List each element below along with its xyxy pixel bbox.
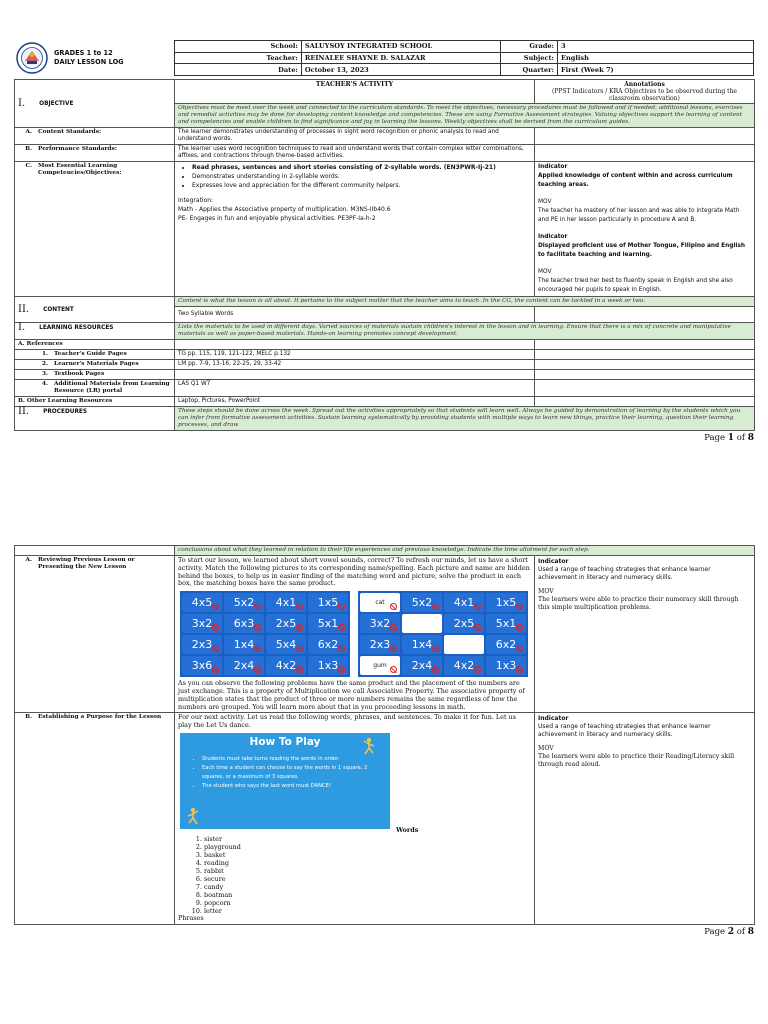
grid-tile-label: gum [373,661,387,669]
grid-tile[interactable] [486,593,526,612]
textbook-label: Textbook Pages [54,371,105,377]
tg-text: TG pp. 115, 119, 121-122, MELC p.132 [175,350,535,360]
no-entry-icon [296,666,303,673]
grid-tile-label: 5x2 [233,595,255,609]
competencies-list [192,163,531,190]
grid-tile-label: 1x4 [411,637,433,651]
title-line-2: DAILY LESSON LOG [54,58,124,66]
grid-tile[interactable] [266,614,306,633]
dancer-icon [186,807,200,825]
word-item: 10. letter [204,907,531,915]
grade-value: 3 [557,41,753,53]
empty-annotation-cell [535,145,755,162]
no-entry-icon [212,666,219,673]
annotations-sub: (PPST Indicators / KRA Objectives to be observed during the classroom observation) [551,88,737,102]
integration-pe: PE- Engages in fun and enjoyable physical activities. PE3PF-Ia-h-2 [178,215,376,222]
dancer-icon [362,737,376,755]
no-entry-icon [516,666,523,673]
learning-resources-row [15,323,755,340]
grid-tile[interactable] [360,614,400,633]
grid-tile-label: 4x1 [275,595,297,609]
grid-picture-tile[interactable] [444,635,484,654]
word-item: 7. candy [204,883,531,891]
phrases-heading: Phrases [178,913,204,922]
grid-tile[interactable] [402,656,442,675]
word-item: 6. secure [204,875,531,883]
grid-tile[interactable] [182,635,222,654]
page-header [14,40,754,76]
lesson-log-table-continued [14,545,755,925]
grid-tile[interactable] [308,593,348,612]
grid-tile[interactable] [224,593,264,612]
grid-tile[interactable] [486,635,526,654]
references-label: A. References [15,340,175,350]
empty-cell [175,340,535,350]
grid-tile-label: 5x1 [317,616,339,630]
mov-label: MOV [538,199,552,205]
mov-text: The learners were able to practice their numeracy skill through this simple multiplication problems. [538,596,739,611]
procedures-note: These steps should be done across the week. Spread out the activities appropriately so that students will learn well. Always be guided by demonstration of learning by the students which you can infer from formative assessment activities. Sustain learning systematically by providing students with multiple ways to learn new things, practice their learning, question their learning processes, and draw [175,407,755,431]
lesson-log-page-2 [14,545,754,937]
no-entry-icon [474,603,481,610]
grid-tile-label: 6x2 [495,637,517,651]
competency-item: • Read phrases, sentences and short stories consisting of 2-syllable words. (EN3PWR-Ij-21) [192,163,531,172]
procedures-note-continued: conclusions about what they learned in relation to their life experiences and previous knowledge. Indicate the time allotment for each step. [175,546,755,556]
grid-tile-label: 1x5 [495,595,517,609]
grid-tile[interactable] [182,614,222,633]
page-number [14,927,754,937]
grid-tile-label: 4x5 [191,595,213,609]
no-entry-icon [254,603,261,610]
no-entry-icon [432,603,439,610]
grid-tile[interactable] [182,656,222,675]
annotations-col-header [535,80,755,104]
school-label: School: [175,41,302,53]
content-section-cell [15,297,175,323]
mov-label: MOV [538,745,554,753]
associative-property-text: As you can observe the following problems have the same product and the placement of the numbers are just exchange. This is a property of Multiplication we call Associative Property. The associative property of multiplication states that the product of three or more numbers remains the same regardless of how the numbers are grouped. You will learn more about that in you proceeding lessons in math. [178,679,525,711]
word-item: 1. sister [204,835,531,843]
performance-standards-label: Performance Standards: [38,146,117,152]
row-key: A. [25,129,32,135]
performance-standards-text: The learner uses word recognition techniques to read and understand words that contain complex letter combinations, affixes, and contractions through theme-based activities. [175,145,535,162]
no-entry-icon [516,624,523,631]
page-current: 2 [727,926,735,937]
grid-tile-label: 5x1 [495,616,517,630]
annotations-title: Annotations [624,81,665,88]
procedures-label: PROCEDURES [43,409,88,415]
how-to-play-item: • Each time a student can choose to say the words in 1 square, 2 squares, or a maximum of 3 squares. [202,764,390,782]
textbook-label-cell [15,370,175,380]
grid-tile-label: 2x3 [191,637,213,651]
grid-tile[interactable] [402,635,442,654]
tg-label: Teacher's Guide Pages [54,351,127,357]
purpose-row [15,713,755,924]
grade-label: Grade: [500,41,557,53]
word-item: 4. reading [204,859,531,867]
content-label: CONTENT [43,306,74,313]
no-entry-icon [390,645,397,652]
objective-num: I. [18,97,26,109]
procedures-row [15,407,755,431]
purpose-annotation [535,713,755,924]
purpose-cell [175,713,535,924]
subject-label: Subject: [500,52,557,64]
indicator-text: Used a range of teaching strategies that enhance learner achievement in literacy and numeracy skills. [538,723,711,739]
content-row [15,297,755,307]
grid-picture-tile[interactable] [402,614,442,633]
grid-tile[interactable] [266,656,306,675]
grid-tile-label: 3x2 [369,616,391,630]
empty-annotation-cell [535,397,755,407]
grid-tile[interactable] [224,614,264,633]
no-entry-icon [212,645,219,652]
no-entry-icon [296,603,303,610]
grid-tile[interactable] [486,656,526,675]
resources-note: Lists the materials to be used in different days. Varied sources of materials sustain children's interest in the lesson and in learning. Ensure that there is a mix of concrete and manipulative materials as well as paper-based materials. Hands-on learning promotes concept development. [175,323,755,340]
no-entry-icon [338,624,345,631]
page-total: 8 [747,433,754,443]
integration-math: Math - Applies the Associative property of multiplication. M3NS-IIb40.6 [178,206,391,213]
other-resources-text: Laptop, Pictures, PowerPoint [175,397,535,407]
how-to-play-item: • The student who says the last word must DANCE! [202,782,390,791]
no-entry-icon [432,645,439,652]
lr-portal-label: Additional Materials from Learning Resource (LR) portal [54,381,170,394]
page-word: Page [704,433,726,443]
grid-tile[interactable] [360,635,400,654]
page-total: 8 [747,926,754,937]
no-entry-icon [338,645,345,652]
content-standards-label: Content Standards: [38,129,102,135]
grid-tile[interactable] [224,635,264,654]
grid-tile-label: 2x4 [233,658,255,672]
quarter-value: First (Week 7) [557,64,753,76]
of-word: of [736,926,746,937]
indicator-text: Used a range of teaching strategies that enhance learner achievement in literacy and numeracy skills. [538,566,711,581]
grid-tile[interactable] [486,614,526,633]
content-standards-row [15,128,755,145]
grid-tile-label: 1x3 [495,658,517,672]
mov-text: The teacher ha mastery of her lesson and was able to integrate Math and PE in her lesson particularly in procedure A and B. [538,208,740,223]
page-current: 1 [727,433,735,443]
grid-tile-label: 3x6 [191,658,213,672]
words-heading: Words [396,825,419,834]
lm-label: Learner's Materials Pages [54,361,139,367]
lr-portal-label-cell [15,380,175,397]
grid-tile[interactable] [308,614,348,633]
no-entry-icon [390,624,397,631]
empty-annotation-cell [535,370,755,380]
lm-label-cell [15,360,175,370]
grid-tile-label: 5x4 [275,637,297,651]
grid-tile-label: 6x3 [233,616,255,630]
how-to-play-title: How To Play [249,735,321,748]
no-entry-icon [254,666,261,673]
no-entry-icon [474,624,481,631]
empty-annotation-cell [535,340,755,350]
procedures-section-cell [15,407,175,431]
mov-label: MOV [538,269,552,275]
row-key: 2. [41,361,48,367]
header-info-table [174,40,754,76]
no-entry-icon [390,603,397,610]
grid-tile-label: 1x4 [233,637,255,651]
empty-annotation-cell [535,350,755,360]
grid-tile[interactable] [308,656,348,675]
objective-label: OBJECTIVE [39,100,74,107]
competencies-row [15,162,755,297]
grid-tile-label: 2x4 [411,658,433,672]
grid-tile[interactable] [182,593,222,612]
school-value: SALUYSOY INTEGRATED SCHOOL [301,41,500,53]
teacher-label: Teacher: [175,52,302,64]
reviewing-cell [175,556,535,713]
page-number [14,433,754,443]
how-to-play-list [202,755,390,791]
reviewing-annotation [535,556,755,713]
no-entry-icon [474,666,481,673]
no-entry-icon [212,624,219,631]
competencies-label-cell [15,162,175,297]
no-entry-icon [296,645,303,652]
grid-tile[interactable] [360,593,400,612]
no-entry-icon [212,603,219,610]
lesson-log-table [14,79,755,431]
performance-standards-label-cell [15,145,175,162]
subject-value: English [557,52,753,64]
tg-label-cell [15,350,175,360]
multiplication-grid-right [358,591,528,677]
no-entry-icon [516,645,523,652]
grid-tile-label: 1x5 [317,595,339,609]
matching-game-images [180,591,531,677]
row-key: 1. [41,351,48,357]
grid-tile-label: 4x2 [275,658,297,672]
no-entry-icon [296,624,303,631]
empty-annotation-cell [535,307,755,323]
competency-item: • Demonstrates understanding in 2-syllable words. [192,172,531,181]
content-note: Content is what the lesson is all about. It pertains to the subject matter that the teacher aims to teach. In the CG, the content can be tackled in a week or two. [175,297,755,307]
indicator-label: Indicator [538,234,568,240]
mov-text: The learners were able to practice their Reading/Literacy skill through read aloud. [538,753,735,769]
integration-label: Integration: [178,197,214,204]
objective-section-cell [15,80,175,128]
competency-item: • Expresses love and appreciation for the different community helpers. [192,181,531,190]
resources-label: LEARNING RESOURCES [39,325,114,331]
row-key: 4. [41,381,48,387]
activity-col-header: TEACHER'S ACTIVITY [175,80,535,104]
grid-tile[interactable] [444,593,484,612]
grid-tile-label: 2x5 [453,616,475,630]
no-entry-icon [254,624,261,631]
grid-tile[interactable] [402,593,442,612]
lesson-log-page-1 [14,40,754,443]
row-key: A. [25,557,32,563]
purpose-text: For our next activity. Let us read the following words, phrases, and sentences. To make it for fun. Let us play the Let Us dance. [178,713,516,730]
purpose-label: Establishing a Purpose for the Lesson [38,714,162,721]
empty-annotation-cell [535,360,755,370]
word-item: 5. rabbit [204,867,531,875]
content-standards-text: The learner demonstrates understanding of processes in sight word recognition or phonic analysis to read and understand words. [175,128,535,145]
how-to-play-card [180,733,390,829]
word-item: 3. basket [204,851,531,859]
grid-tile[interactable] [308,635,348,654]
words-list [204,835,531,915]
resources-section-cell [15,323,175,340]
objective-note: Objectives must be meet over the week and connected to the curriculum standards. To meet the objectives, necessary procedures must be followed and if needed, additional lessons, exercises and remedial activities may be done for developing content knowledge and competencies. These are using Formative Assessment strategies. Valuing objectives support the learning of content and competencies and enable children to find significance and joy in learning the lessons. Weekly objectives shall be derived from the curriculum guides. [175,104,755,128]
indicator-label: Indicator [538,558,569,565]
no-entry-icon [338,603,345,610]
word-item: 2. playground [204,843,531,851]
row-key: B. [25,714,32,721]
teacher-value: REINALEE SHAYNE D. SALAZAR [301,52,500,64]
content-text: Two Syllable Words [175,307,535,323]
mov-label: MOV [538,588,554,595]
indicator-label: Indicator [538,715,569,723]
row-key: 3. [41,371,48,377]
header-title [54,49,124,67]
lm-text: LM pp. 7-9, 13-16, 22-25, 29, 33-42 [175,360,535,370]
empty-cell [15,546,175,556]
how-to-play-item: • Students must take turns reading the words in order. [202,755,390,764]
row-key: B. [25,146,32,152]
empty-annotation-cell [535,128,755,145]
grid-tile[interactable] [444,656,484,675]
textbook-text [175,370,535,380]
reviewing-label-cell [15,556,175,713]
date-value: October 13, 2023 [301,64,500,76]
reviewing-text: To start our lesson, we learned about short vowel sounds, correct? To refresh our minds, let us have a short activity. Match the following pictures to its corresponding name/spelling. Each picture and name are hidden behind the boxes, to help us in easier finding of the matching word and picture, solve the product in each box, the matching boxes have the same product. [178,556,530,588]
word-item: 9. popcorn [204,899,531,907]
competencies-label: Most Essential Learning Competencies/Objectives: [38,163,122,176]
header-logo-block [14,40,174,76]
competencies-annotation [535,162,755,297]
grid-tile-label: 1x3 [317,658,339,672]
grid-tile[interactable] [266,635,306,654]
row-key: C. [25,163,32,169]
other-resources-label: B. Other Learning Resources [15,397,175,407]
deped-seal-icon [16,42,48,74]
empty-annotation-cell [535,380,755,397]
reviewing-label: Reviewing Previous Lesson or Presenting the New Lesson [38,557,135,570]
content-standards-label-cell [15,128,175,145]
grid-tile[interactable] [444,614,484,633]
grid-tile-label: cat [375,598,385,606]
competencies-cell [175,162,535,297]
no-entry-icon [338,666,345,673]
grid-tile-label: 5x2 [411,595,433,609]
grid-tile-label: 2x3 [369,637,391,651]
no-entry-icon [516,603,523,610]
reviewing-lesson-row [15,556,755,713]
procedures-num: II. [18,406,30,417]
grid-tile-label: 2x5 [275,616,297,630]
indicator-label: Indicator [538,164,568,170]
no-entry-icon [254,645,261,652]
multiplication-grid-left [180,591,350,677]
title-line-1: GRADES 1 to 12 [54,49,113,57]
grid-tile-label: 3x2 [191,616,213,630]
performance-standards-row [15,145,755,162]
content-num: II. [18,303,30,315]
grid-tile[interactable] [266,593,306,612]
resources-num: I. [18,322,26,333]
date-label: Date: [175,64,302,76]
mov-text: The teacher tried her best to fluently speak in English and she also encouraged her pupils to speak in English. [538,278,733,293]
grid-tile[interactable] [224,656,264,675]
lr-portal-text: LAS Q1 W7 [175,380,535,397]
grid-tile-label: 4x1 [453,595,475,609]
page-word: Page [704,926,726,937]
of-word: of [736,433,746,443]
quarter-label: Quarter: [500,64,557,76]
purpose-label-cell [15,713,175,924]
grid-tile-label: 6x2 [317,637,339,651]
no-entry-icon [432,666,439,673]
word-item: 8. boatman [204,891,531,899]
indicator-text: Applied knowledge of content within and across curriculum teaching areas. [538,173,733,188]
grid-tile[interactable] [360,656,400,675]
column-header-row [15,80,755,104]
no-entry-icon [390,666,397,673]
indicator-text: Displayed proficient use of Mother Tongue, Filipino and English to facilitate teaching and learning. [538,243,745,258]
grid-tile-label: 4x2 [453,658,475,672]
